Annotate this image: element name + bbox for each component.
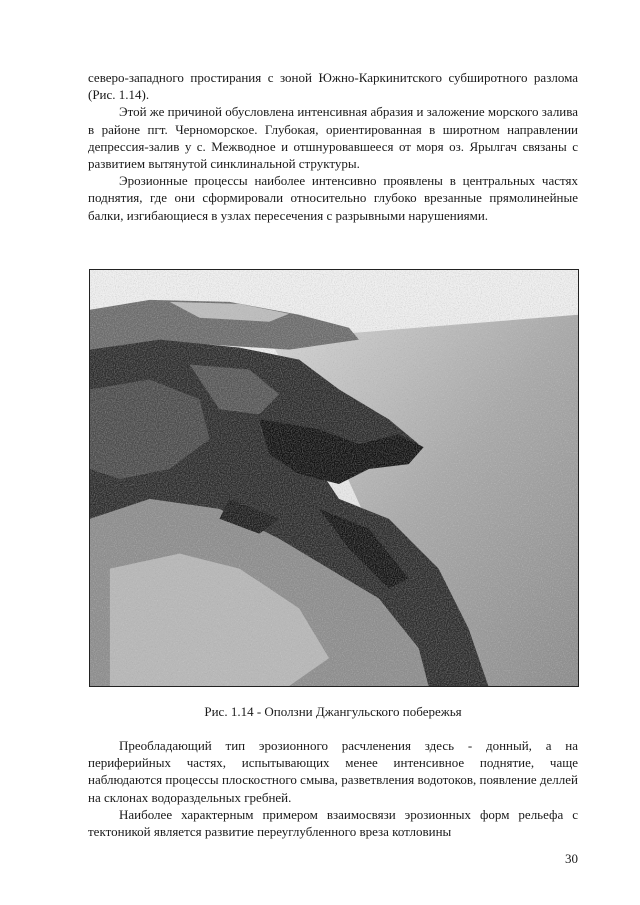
paragraph: Преобладающий тип эрозионного расчленения здесь - донный, а на периферийных частях, испытывающих менее интенсивное поднятие, чаще наблюдаются процессы плоскостного смыва, разветвления водотоков, появление деллей на склонах водораздельных гребней. (88, 738, 578, 805)
text-block-top (88, 69, 578, 224)
paragraph: Этой же причиной обусловлена интенсивная абразия и заложение морского залива в районе пгт. Черноморское. Глубокая, ориентированная в широтном направлении депрессия-залив у с. Межводное и отшнуровавшееся от моря оз. Ярылгач связаны с развитием вытянутой синклинальной структуры. (88, 104, 578, 172)
figure-caption: Рис. 1.14 - Оползни Джангульского побережья (204, 704, 462, 719)
paragraph: Эрозионные процессы наиболее интенсивно проявлены в центральных частях поднятия, где они сформировали относительно глубоко врезанные прямолинейные балки, изгибающиеся в узлах пересечения с разрывными нарушениями. (88, 173, 578, 223)
page-number: 30 (565, 851, 578, 866)
paragraph: Наиболее характерным примером взаимосвязи эрозионных форм рельефа с тектоникой является развитие переуглубленного вреза котловины (88, 806, 578, 840)
paragraph: северо-западного простирания с зоной Южно-Каркинитского субширотного разлома (Рис. 1.14). (88, 70, 578, 103)
photo-illustration (90, 270, 578, 686)
text-block-bottom (88, 737, 578, 840)
coastal-landslide-photo (89, 269, 579, 687)
